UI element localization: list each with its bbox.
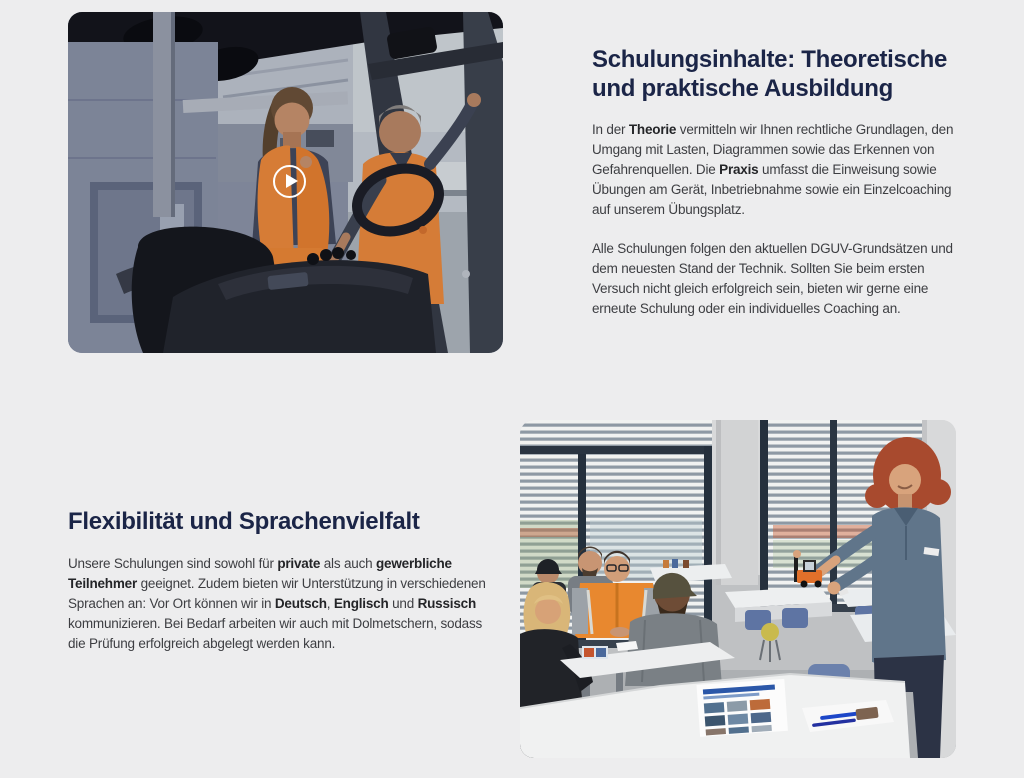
training-video-thumbnail[interactable] — [68, 12, 503, 353]
flexibility-heading: Flexibilität und Sprachenvielfalt — [68, 508, 420, 535]
play-triangle-icon — [286, 174, 298, 188]
flexibility-content-block — [68, 508, 504, 654]
flexibility-paragraph: Unsere Schulungen sind sowohl für private als auch gewerbliche Teilnehmer geeignet. Zudem bieten wir Unterstützung in verschiedenen Sprachen an: Vor Ort können wir in Deutsch, Englisch und Russisch kommunizieren. Bei Bedarf arbeiten wir auch mit Dolmetschern, sodass die Prüfung erfolgreich abgelegt werden kann. — [68, 555, 486, 651]
classroom-photo — [520, 420, 956, 758]
classroom-scene — [520, 420, 956, 758]
training-paragraph-2: Alle Schulungen folgen den aktuellen DGUV-Grundsätzen und dem neuesten Stand der Technik. Sollten Sie beim ersten Versuch nicht gleich erfolgreich sein, bieten wir gerne eine erneute Schulung oder ein individuelles Coaching an. — [592, 240, 953, 316]
brochure — [696, 679, 787, 737]
training-heading: Schulungsinhalte: Theoretische und praktische Ausbildung — [592, 46, 948, 102]
training-content-block — [592, 46, 970, 319]
training-paragraph-1: In der Theorie vermitteln wir Ihnen rechtliche Grundlagen, den Umgang mit Lasten, Diagrammen sowie das Erkennen von Gefahrenquellen. Die Praxis umfasst die Einweisung sowie Übungen am Gerät, Inbetriebnahme sowie ein Einzelcoaching auf unserem Übungsplatz. — [592, 121, 954, 217]
play-icon[interactable] — [273, 165, 306, 198]
